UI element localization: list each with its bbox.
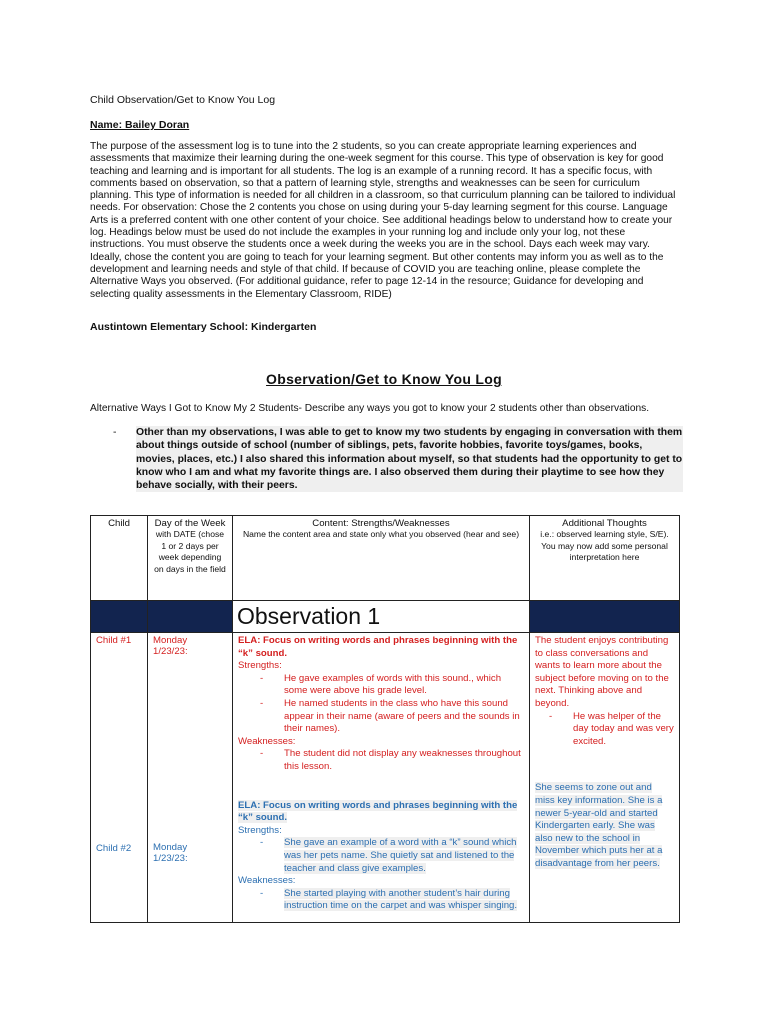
bullet-dash: -	[113, 427, 117, 438]
child2-strengths-list	[238, 837, 524, 875]
child1-thoughts-list	[535, 711, 674, 749]
thoughts-cell	[530, 633, 680, 923]
child1-focus: ELA: Focus on writing words and phrases beginning with the “k” sound.	[238, 635, 518, 659]
log-title	[0, 371, 768, 387]
list-item: - The student did not display any weaknesses throughout this lesson.	[260, 748, 524, 773]
list-item: - He named students in the class who have this sound appear in their name (aware of peers and the sounds in their names).	[260, 698, 524, 736]
child1-date: 1/23/23:	[153, 646, 188, 657]
child2-focus: ELA: Focus on writing words and phrases beginning with the “k” sound.	[238, 799, 518, 824]
child1-label: Child #1	[96, 635, 132, 646]
observation-log-table	[90, 515, 680, 923]
table-header-row	[91, 516, 680, 601]
school-heading: Austintown Elementary School: Kindergarten	[90, 321, 317, 333]
header-day: Day of the Week with DATE (chose 1 or 2 days per week depending on days in the field	[148, 516, 233, 601]
header-thoughts: Additional Thoughts i.e.: observed learning style, S/E). You may now add some personal interpretation here	[530, 516, 680, 601]
banner-cell	[91, 601, 148, 633]
day-cell	[148, 633, 233, 923]
child2-date: 1/23/23:	[153, 853, 188, 864]
purpose-paragraph: The purpose of the assessment log is to tune into the 2 students, so you can create appropriate learning experiences and assessments that maximize their learning during the one-week segment for this course. This type of observation is key for good teaching and learning and is important for all students. The log is an example of a running record. It has a specific focus, with comments based on observation, so that a pattern of learning style, strengths and weaknesses can be seen for curriculum planning. This type of information is needed for all children in a classroom, so that curriculum planning can be tailored to individual needs. For observation: Chose the 2 contents you chose on using during your 5-day learning segment for this course. Language Arts is a preferred content with one other content of your choice. See additional headings below to understand how to create your log. Headings below must be used do not include the examples in your running log and include only your log, not these instructions. You must observe the students once a week during the weeks you are in the school. Days each week may vary. Ideally, chose the content you are going to teach for your learning segment. But other contents may inform you as well as to the development and learning needs and style of that child. If because of COVID you are teaching online, please complete the Alternative Ways you observed. (For additional guidance, refer to page 12-14 in the resource; Guidance for developing and selecting quality assessments in the Elementary Classroom, RIDE)	[90, 141, 676, 300]
child1-content	[238, 635, 524, 774]
child1-weaknesses-list	[238, 748, 524, 773]
child1-strengths-list	[238, 673, 524, 736]
banner-cell	[530, 601, 680, 633]
child-cell	[91, 633, 148, 923]
header-child: Child	[91, 516, 148, 601]
list-item: - He gave examples of words with this sound., which some were above his grade level.	[260, 673, 524, 698]
child1-day: Monday	[153, 635, 188, 646]
child2-label: Child #2	[96, 843, 132, 854]
child2-strengths-label: Strengths:	[238, 824, 282, 836]
child2-weaknesses-list	[238, 888, 524, 913]
alt-ways-bullet	[113, 426, 683, 492]
list-item: - He was helper of the day today and was very excited.	[549, 711, 674, 749]
observation-banner-row	[91, 601, 680, 633]
student-teacher-name: Name: Bailey Doran	[90, 119, 190, 131]
table-row	[91, 633, 680, 923]
list-item: - She started playing with another student’s hair during instruction time on the carpet and was whisper singing.	[260, 888, 524, 913]
child2-thoughts: She seems to zone out and miss key information. She is a newer 5-year-old and started Kindergarten early. She was also new to the school in November which puts her at a disadvantage from her peers.	[535, 782, 663, 869]
alt-ways-text: Other than my observations, I was able to get to know my two students by engaging in conversation with them about things outside of school (number of siblings, pets, favorite hobbies, favorite toys/games, books, movies, places, etc.) I also shared this information about myself, so that students had the opportunity to get to know who I am and what my favorite things are. I also observed them during their playtime to see how they behave socially, with their peers.	[136, 427, 683, 492]
child1-weaknesses-label: Weaknesses:	[238, 735, 296, 747]
alt-ways-label: Alternative Ways I Got to Know My 2 Students- Describe any ways you got to know your 2 students other than observations.	[90, 403, 650, 414]
child1-thoughts: The student enjoys contributing to class conversations and wants to learn more about the subject before moving on to the next. Thinking above and beyond. - He was helper of the day today and was very excited.	[535, 635, 674, 748]
child2-weaknesses-label: Weaknesses:	[238, 875, 296, 887]
document-title: Child Observation/Get to Know You Log	[90, 94, 276, 106]
child2-content	[238, 800, 524, 913]
content-cell	[233, 633, 530, 923]
child2-day: Monday	[153, 842, 188, 853]
log-title-text: Observation/Get to Know You Log	[266, 371, 502, 387]
child1-strengths-label: Strengths:	[238, 660, 282, 672]
header-content: Content: Strengths/Weaknesses Name the content area and state only what you observed (hear and see)	[233, 516, 530, 601]
banner-cell	[148, 601, 233, 633]
observation-label: Observation 1	[233, 601, 530, 633]
list-item: - She gave an example of a word with a “k” sound which was her pets name. She quietly sat and listened to the teacher and class give examples.	[260, 837, 524, 875]
